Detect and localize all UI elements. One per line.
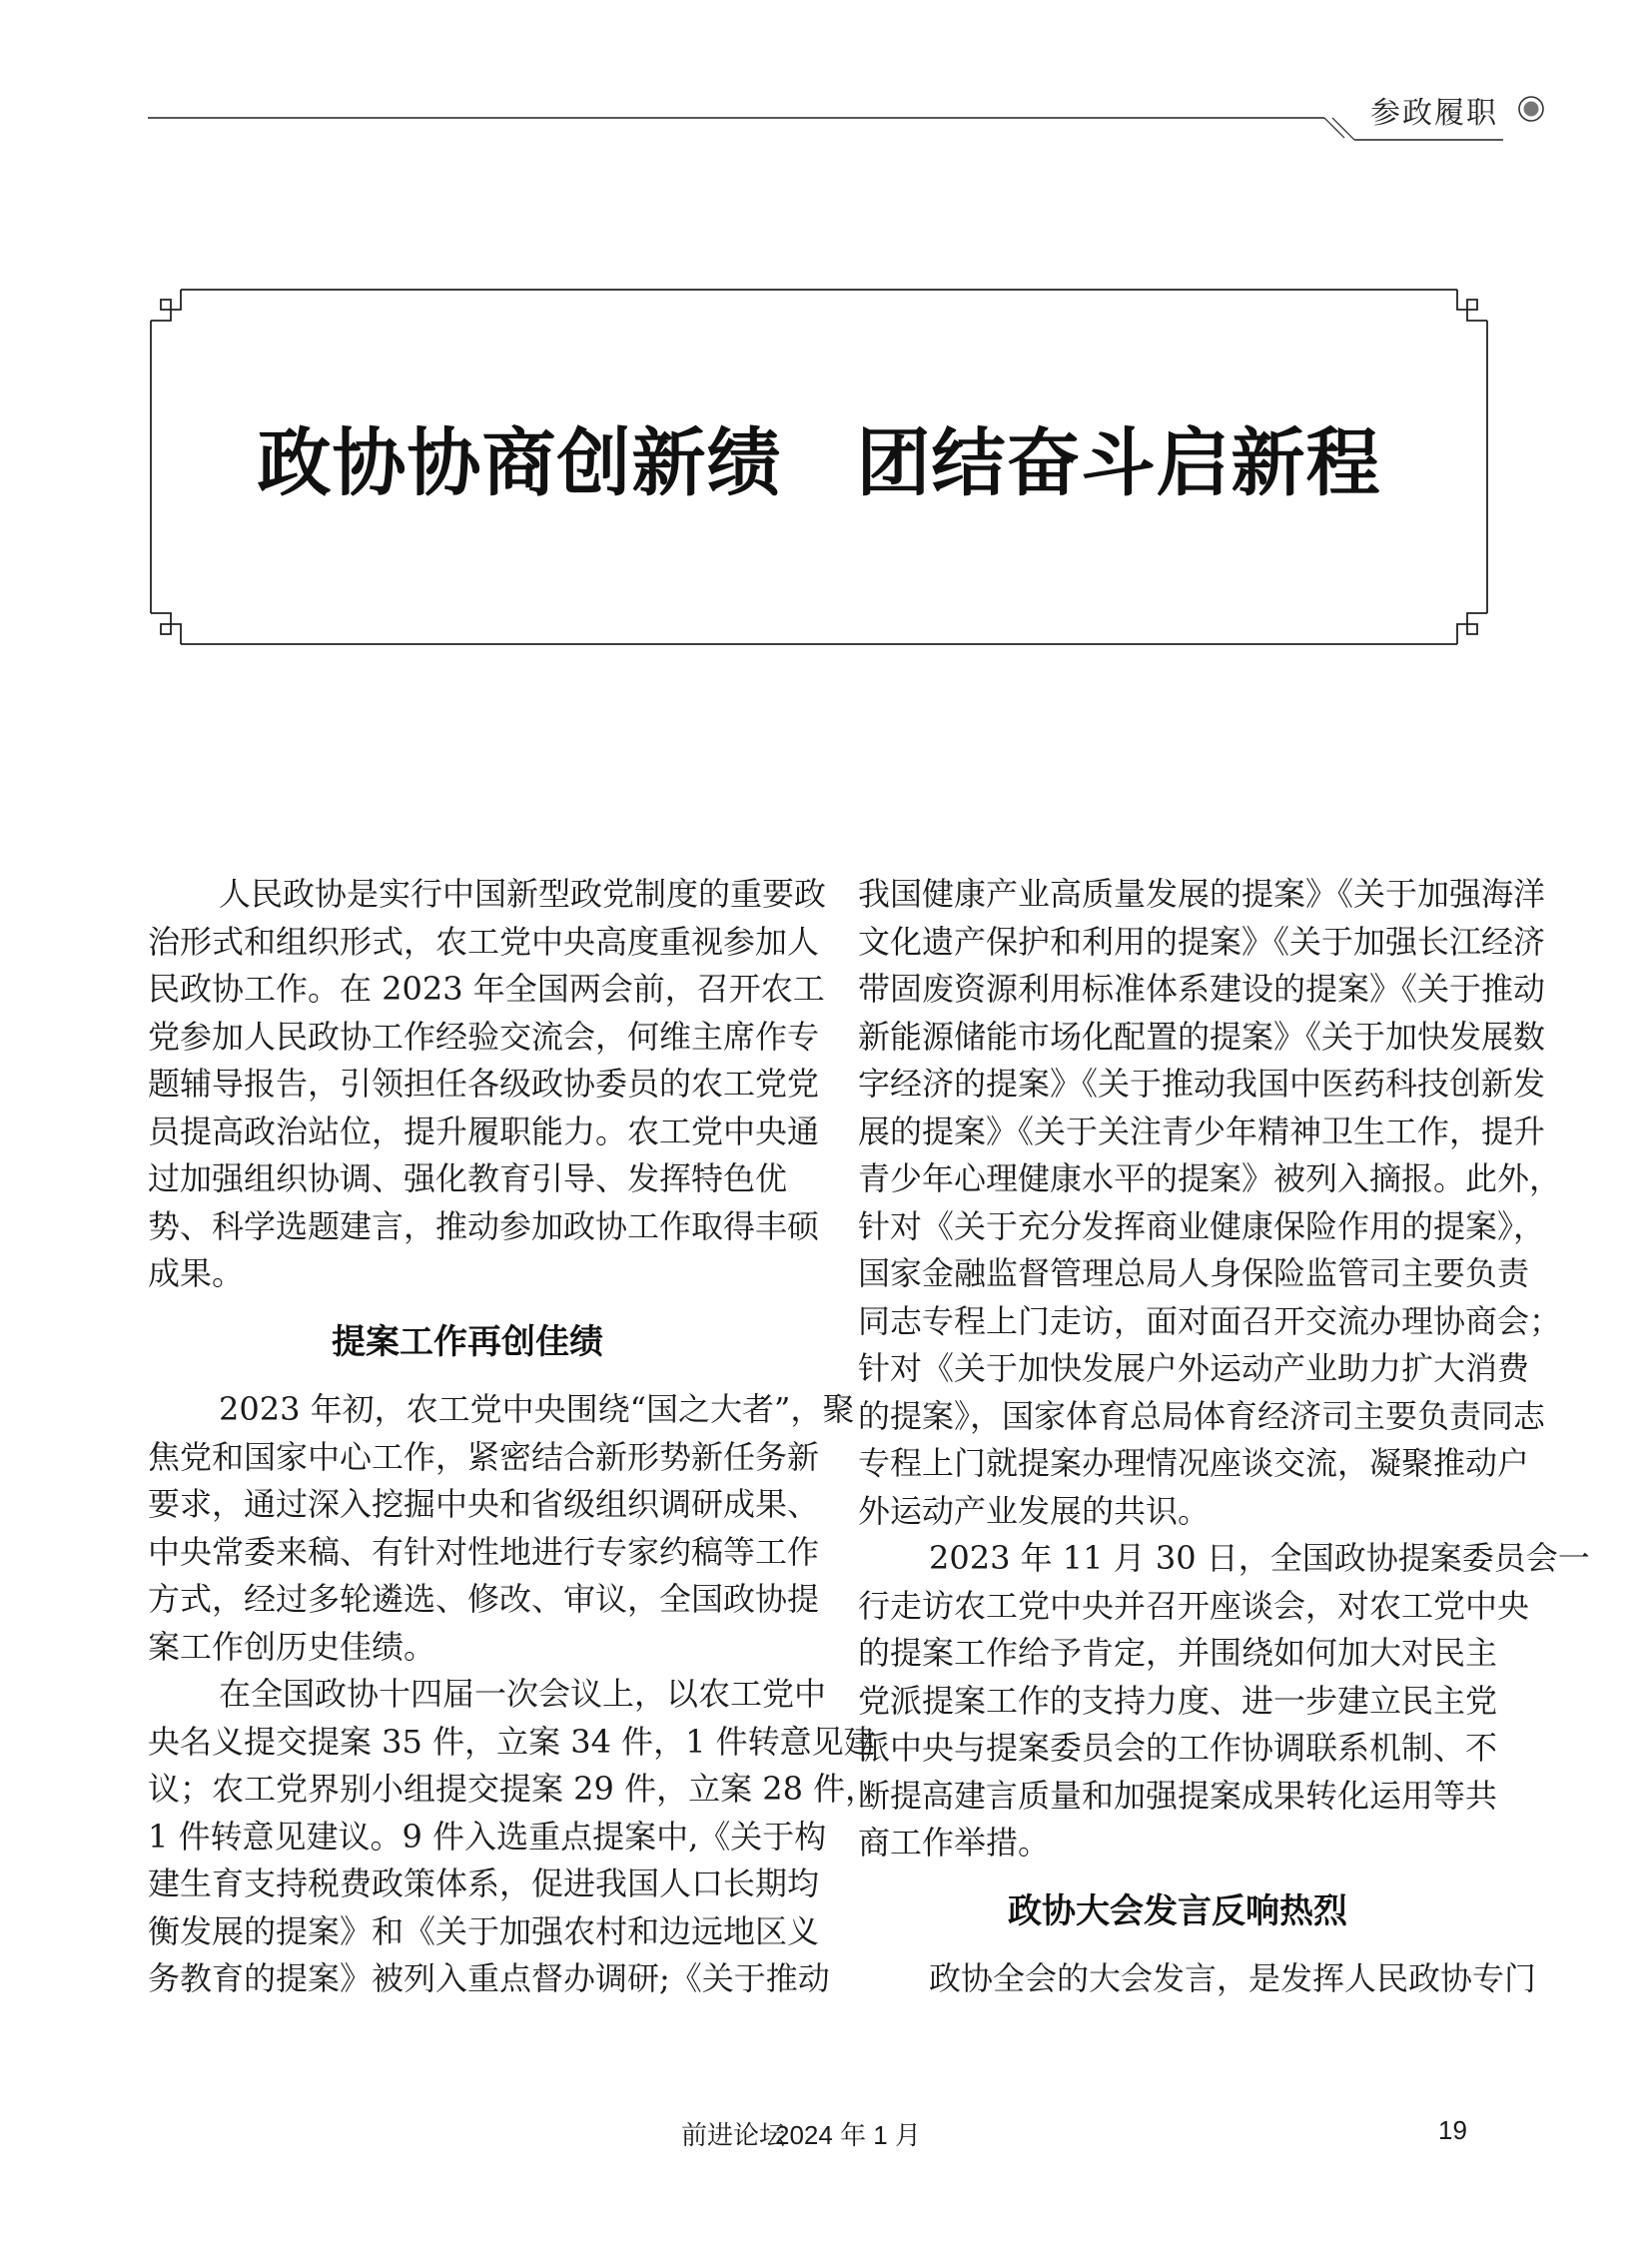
text-line: 1 件转意见建议。9 件入选重点提案中,《关于构 bbox=[148, 1817, 827, 1856]
text-line: 要求，通过深入挖掘中央和省级组织调研成果、 bbox=[148, 1485, 820, 1523]
text-line: 党派提案工作的支持力度、进一步建立民主党 bbox=[858, 1681, 1498, 1720]
text-line: 题辅导报告，引领担任各级政协委员的农工党党 bbox=[148, 1065, 820, 1103]
paragraph bbox=[858, 1535, 1590, 1868]
text-line: 务教育的提案》被列入重点督办调研;《关于推动 bbox=[148, 1959, 830, 1997]
text-line: 青少年心理健康水平的提案》被列入摘报。此外， bbox=[858, 1159, 1562, 1197]
text-line: 人民政协是实行中国新型政党制度的重要政 bbox=[219, 875, 827, 913]
text-line: 同志专程上门走访，面对面召开交流办理协商会； bbox=[858, 1301, 1562, 1340]
text-line: 专程上门就提案办理情况座谈交流，凝聚推动户 bbox=[858, 1444, 1530, 1482]
text-line: 行走访农工党中央并召开座谈会，对农工党中央 bbox=[858, 1586, 1530, 1625]
paragraph bbox=[148, 871, 827, 1298]
paragraph bbox=[148, 1671, 878, 2003]
text-line: 的提案》，国家体育总局体育经济司主要负责同志 bbox=[858, 1396, 1546, 1435]
page-number: 19 bbox=[1438, 2115, 1467, 2145]
text-line: 党参加人民政协工作经验交流会，何维主席作专 bbox=[148, 1017, 820, 1056]
text-line: 断提高建言质量和加强提案成果转化运用等共 bbox=[858, 1776, 1498, 1815]
text-line: 政协全会的大会发言，是发挥人民政协专门 bbox=[929, 1959, 1537, 1997]
paragraph bbox=[858, 1955, 1537, 2003]
text-line: 建生育支持税费政策体系，促进我国人口长期均 bbox=[148, 1865, 820, 1902]
text-line: 针对《关于充分发挥商业健康保险作用的提案》， bbox=[858, 1206, 1546, 1245]
text-line: 派中央与提案委员会的工作协调联系机制、不 bbox=[858, 1729, 1498, 1767]
section-heading: 提案工作再创佳绩 bbox=[332, 1321, 603, 1362]
text-line: 员提高政治站位，提升履职能力。农工党中央通 bbox=[148, 1112, 820, 1150]
text-line: 文化遗产保护和利用的提案》《关于加强长江经济 bbox=[858, 922, 1546, 961]
text-line: 议；农工党界别小组提交提案 29 件，立案 28 件， bbox=[148, 1770, 878, 1808]
text-line: 方式，经过多轮遴选、修改、审议，全国政协提 bbox=[148, 1580, 820, 1618]
title-frame bbox=[0, 0, 1652, 699]
text-line: 2023 年初，农工党中央围绕“国之大者”，聚 bbox=[219, 1390, 855, 1428]
text-line: 带固废资源利用标准体系建设的提案》《关于推动 bbox=[858, 970, 1546, 1008]
text-line: 的提案工作给予肯定，并围绕如何加大对民主 bbox=[858, 1634, 1498, 1672]
section-label: 参政履职 bbox=[1370, 96, 1498, 131]
text-line: 势、科学选题建言，推动参加政协工作取得丰硕 bbox=[148, 1206, 820, 1245]
text-line: 在全国政协十四届一次会议上，以农工党中 bbox=[219, 1675, 827, 1713]
text-line: 焦党和国家中心工作，紧密结合新形势新任务新 bbox=[148, 1437, 820, 1476]
text-line: 2023 年 11 月 30 日，全国政协提案委员会一 bbox=[929, 1539, 1590, 1577]
text-line: 针对《关于加快发展户外运动产业助力扩大消费 bbox=[858, 1349, 1530, 1387]
paragraph bbox=[148, 1386, 855, 1671]
text-line: 过加强组织协调、强化教育引导、发挥特色优 bbox=[148, 1159, 788, 1197]
text-line: 商工作举措。 bbox=[858, 1824, 1051, 1862]
paragraph bbox=[858, 871, 1562, 1535]
text-line: 衡发展的提案》和《关于加强农村和边远地区义 bbox=[148, 1911, 820, 1950]
text-line: 新能源储能市场化配置的提案》《关于加快发展数 bbox=[858, 1017, 1546, 1056]
text-line: 我国健康产业高质量发展的提案》《关于加强海洋 bbox=[858, 875, 1546, 913]
text-line: 展的提案》《关于关注青少年精神卫生工作，提升 bbox=[858, 1112, 1546, 1150]
text-line: 中央常委来稿、有针对性地进行专家约稿等工作 bbox=[148, 1532, 820, 1571]
text-line: 国家金融监督管理总局人身保险监管司主要负责 bbox=[858, 1254, 1530, 1292]
text-line: 民政协工作。在 2023 年全国两会前，召开农工 bbox=[148, 970, 825, 1008]
text-line: 外运动产业发展的共识。 bbox=[858, 1491, 1211, 1530]
issue-date: 2024 年 1 月 bbox=[775, 2120, 921, 2150]
text-line: 案工作创历史佳绩。 bbox=[148, 1627, 436, 1666]
publication-name: 前进论坛 bbox=[681, 2120, 786, 2150]
text-line: 央名义提交提案 35 件，立案 34 件，1 件转意见建 bbox=[148, 1722, 876, 1761]
text-line: 成果。 bbox=[148, 1254, 245, 1292]
text-line: 字经济的提案》《关于推动我国中医药科技创新发 bbox=[858, 1065, 1546, 1103]
right-column bbox=[858, 871, 1590, 2003]
section-heading: 政协大会发言反响热烈 bbox=[1008, 1890, 1347, 1931]
text-line: 治形式和组织形式，农工党中央高度重视参加人 bbox=[148, 922, 820, 961]
article-title: 政协协商创新绩 团结奋斗启新程 bbox=[257, 420, 1381, 506]
left-column bbox=[148, 871, 878, 2003]
